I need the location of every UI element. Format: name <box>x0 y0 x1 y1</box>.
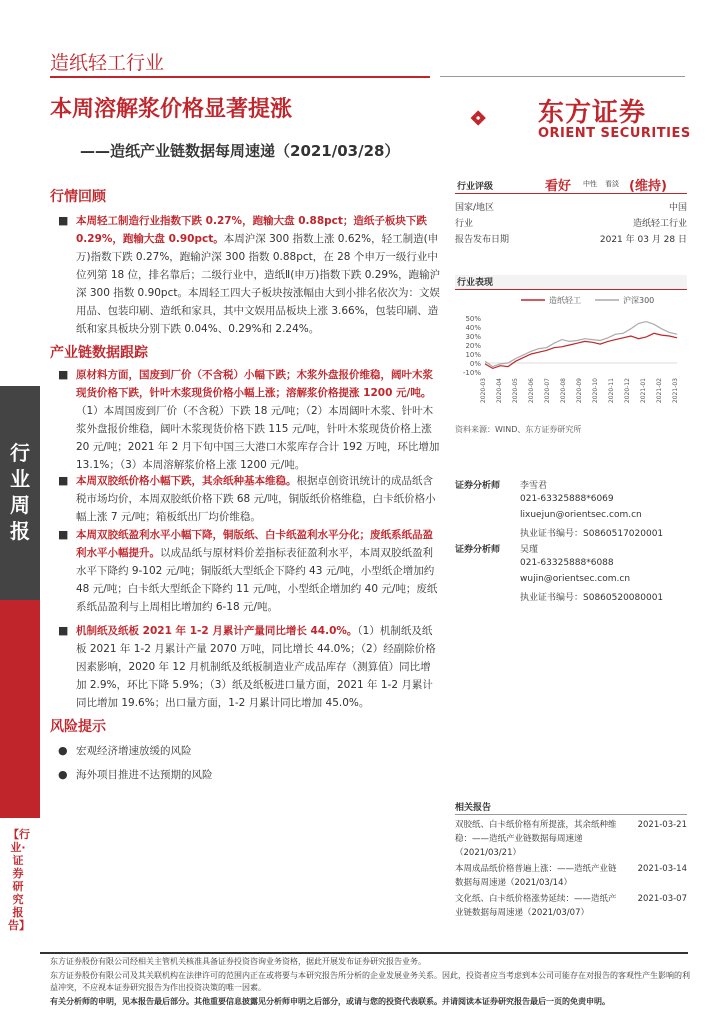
related-heading: 相关报告 <box>455 800 687 815</box>
rating-status: (维持) <box>629 179 667 194</box>
related-report-title[interactable]: 双胶纸、白卡纸价格有所提涨，其余纸种维稳：——造纸产业链数据每周速递（2021/03/21） <box>455 820 617 858</box>
legend-label: 造纸轻工 <box>549 296 581 305</box>
analyst-label: 证券分析师 <box>455 481 501 491</box>
chart-heading: 行业表现 <box>455 275 687 290</box>
x-tick-label: 2021-01 <box>640 378 647 404</box>
related-report-date: 2021-03-14 <box>637 864 687 874</box>
track-bold: 本周双胶纸价格小幅下跌，其余纸种基本维稳。 <box>76 475 297 487</box>
track-paragraph <box>58 366 441 474</box>
footer-disclaimer: 东方证券股份有限公司及其关联机构在法律许可的范围内正在或将要与本研究报告所分析的企业发展业务关系。因此，投资者应当考虑到本公司可能存在对报告的客观性产生影响的利益冲突，不应视本证券研究报告为作出投资决策的唯一因素。 <box>50 971 690 992</box>
side-bar-top <box>0 0 40 386</box>
report-subtitle: ——造纸产业链数据每周速递（2021/03/28） <box>80 142 400 160</box>
bullet-icon: ■ <box>58 474 69 487</box>
risk-text: 宏观经济增速放缓的风险 <box>76 745 192 757</box>
analyst-phone: 021-63325888*6069 <box>520 494 614 504</box>
bullet-icon: ■ <box>58 214 69 227</box>
risk-item <box>58 766 441 784</box>
header-rule <box>440 76 685 77</box>
bullet-icon: ■ <box>58 368 69 381</box>
track-text: 根据卓创资讯统计的成品纸含税市场均价，本周双胶纸价格下跌 68 元/吨，铜版纸价格维稳，白卡纸价格小幅上涨 7 元/吨；箱板纸出厂均价维稳。 <box>76 475 436 523</box>
y-tick-label: 40% <box>465 324 481 332</box>
industry-category: 造纸轻工行业 <box>50 52 165 74</box>
chart-source: 资料来源：WIND、东方证券研究所 <box>455 425 582 434</box>
review-text: 本周沪深 300 指数上涨 0.62%，轻工制造(申万)指数下跌 0.27%，跑输沪深 300 指数 0.88pct，在 28 个申万一级行业中位列第 18 位，排名靠后；二级行业中，造纸Ⅱ(申万)指数下跌 0.29%，跑输沪深 300 指数 0.90pct。本周轻工四大子板块按涨幅由大到小排名依次为：文娱用品、包装印刷、造纸和家具，其中文娱用品板块上涨 3.66%，包装印刷、造纸和家具板块分别下跌 0.04%、0.29%和 2.24%。 <box>76 233 441 335</box>
bullet-icon: ● <box>58 768 68 781</box>
analyst-name: 吴瑾 <box>520 545 539 555</box>
footer-rule <box>40 952 688 954</box>
related-report-title[interactable]: 本周成品纸价格普遍上涨：——造纸产业链数据每周速递（2021/03/14） <box>455 864 617 888</box>
rating-label: 行业评级 <box>457 182 494 192</box>
report-category-vertical: 【行业·证券研究报告】 <box>8 828 30 932</box>
report-type-char: 周 <box>10 493 30 517</box>
x-tick-label: 2020-06 <box>528 378 535 404</box>
analyst-license: 执业证书编号：S0860517020001 <box>520 529 664 539</box>
y-tick-label: 10% <box>465 351 481 359</box>
section-heading-risk: 风险提示 <box>50 719 106 735</box>
section-heading-track: 产业链数据跟踪 <box>50 345 148 361</box>
rating-row-key: 报告发布日期 <box>455 235 510 245</box>
bullet-icon: ● <box>58 744 68 757</box>
analyst-label: 证券分析师 <box>455 545 501 555</box>
x-tick-label: 2021-03 <box>672 378 679 404</box>
track-text: （1）本周国废到厂价（不含税）下跌 18 元/吨；（2）本周阔叶木浆、针叶木浆外盘报价维稳，阔叶木浆现货价格下跌 115 元/吨，针叶木浆现货价格上涨 20 元/吨；2021 年 2 月下旬中国三大港口木浆库存合计 192 万吨，环比增加 13.1%；（3）本周溶解浆价格上涨 1200 元/吨。 <box>76 405 440 471</box>
footer-disclaimer: 东方证券股份有限公司经相关主管机关核准具备证券投资咨询业务资格，据此开展发布证券研究报告业务。 <box>50 957 426 966</box>
related-report-date: 2021-03-07 <box>637 894 687 904</box>
legend-label: 沪深300 <box>623 296 655 305</box>
report-type-char: 行 <box>10 441 30 465</box>
rating-option: 看淡 <box>605 180 619 188</box>
analyst-email[interactable]: wujin@orientsec.com.cn <box>520 574 631 584</box>
track-bold: 本周双胶纸盈利水平小幅下降，铜版纸、白卡纸盈利水平分化；废纸系纸品盈利水平小幅提升。 <box>76 529 433 559</box>
track-paragraph <box>58 472 441 526</box>
track-bold: 机制纸及纸板 2021 年 1-2 月累计产量同比增长 44.0%。 <box>76 625 358 637</box>
x-tick-label: 2020-11 <box>608 378 615 404</box>
orient-logo-icon <box>470 88 530 148</box>
track-paragraph <box>58 526 441 616</box>
x-tick-label: 2020-04 <box>496 378 503 404</box>
y-tick-label: 20% <box>465 342 481 350</box>
risk-text: 海外项目推进不达预期的风险 <box>76 769 213 781</box>
review-bold: 本周轻工制造行业指数下跌 0.27%，跑输大盘 0.88pct；造纸子板块下跌 0.29%，跑输大盘 0.90pct。 <box>76 215 427 245</box>
y-tick-label: -10% <box>462 369 481 377</box>
x-tick-label: 2020-03 <box>480 378 487 404</box>
report-type-vertical <box>6 440 34 544</box>
x-tick-label: 2020-08 <box>560 378 567 404</box>
footer-disclaimer: 有关分析师的申明，见本报告最后部分。其他重要信息披露见分析师申明之后部分，或请与您的投资代表联系。并请阅读本证券研究报告最后一页的免责申明。 <box>50 997 610 1006</box>
logo-text-en: ORIENT SECURITIES <box>538 126 691 141</box>
rating-option: 中性 <box>583 180 597 188</box>
rating-header <box>455 178 687 194</box>
rating-row-key: 行业 <box>455 219 474 229</box>
rating-row-value: 2021 年 03 月 28 日 <box>599 235 687 245</box>
risk-item <box>58 742 441 760</box>
review-paragraph <box>58 212 441 338</box>
y-tick-label: 30% <box>465 333 481 341</box>
analyst-phone: 021-63325888*6088 <box>520 558 614 568</box>
bullet-icon: ■ <box>58 528 69 541</box>
x-tick-label: 2020-10 <box>592 378 599 404</box>
rating-row-value: 中国 <box>668 203 687 213</box>
report-type-char: 业 <box>10 467 30 491</box>
analyst-email[interactable]: lixuejun@orientsec.com.cn <box>520 510 642 520</box>
analyst-name: 李雪君 <box>520 481 548 491</box>
rating-row-key: 国家/地区 <box>455 203 495 213</box>
rating-row-value: 造纸轻工行业 <box>632 219 687 229</box>
x-tick-label: 2021-02 <box>656 378 663 404</box>
track-bold: 原材料方面，国废到厂价（不含税）小幅下跌；木浆外盘报价维稳，阔叶木浆现货价格下跌，针叶木浆现货价格小幅上涨；溶解浆价格提涨 1200 元/吨。 <box>76 369 433 399</box>
track-text: 以成品纸与原材料价差指标表征盈利水平，本周双胶纸盈利水平下降约 9-102 元/吨；铜版纸大型纸企下降约 43 元/吨，小型纸企增加约 48 元/吨；白卡纸大型纸企下降约 11 元/吨，小型纸企增加约 40 元/吨；废纸系纸品盈利与上周相比增加约 6-18 元/吨。 <box>76 547 438 613</box>
y-tick-label: 50% <box>465 315 481 323</box>
industry-performance-chart <box>455 290 687 420</box>
report-title: 本周溶解浆价格显著提涨 <box>50 97 293 122</box>
section-heading-review: 行情回顾 <box>50 189 106 205</box>
series-line <box>485 322 677 367</box>
rating-value: 看好 <box>545 179 572 194</box>
track-paragraph <box>58 622 441 712</box>
track-text: （1）机制纸及纸板 2021 年 1-2 月累计产量 2070 万吨，同比增长 44.0%；（2）经副除价格因素影响，2020 年 12 月机制纸及纸板制造业产成品库存（测算值）同比增加 2.9%，环比下降 5.9%；（3）纸及纸板进口量方面，2021 年 1-2 月累计同比增加 19.6%；出口量方面，1-2 月累计同比增加 45.0%。 <box>76 625 436 709</box>
analyst-license: 执业证书编号：S0860520080001 <box>520 593 664 603</box>
logo-text-cn: 东方证券 <box>538 98 647 128</box>
side-bar-red <box>0 600 40 818</box>
x-tick-label: 2020-12 <box>624 378 631 404</box>
x-tick-label: 2020-05 <box>512 378 519 404</box>
bullet-icon: ■ <box>58 624 69 637</box>
related-report-title[interactable]: 文化纸、白卡纸价格涨势延续：——造纸产业链数据每周速递（2021/03/07） <box>455 894 617 918</box>
category-underline <box>50 76 430 78</box>
report-type-char: 报 <box>10 519 30 543</box>
x-tick-label: 2020-09 <box>576 378 583 404</box>
related-report-date: 2021-03-21 <box>637 820 687 830</box>
x-tick-label: 2020-07 <box>544 378 551 404</box>
y-tick-label: 0% <box>469 360 481 368</box>
